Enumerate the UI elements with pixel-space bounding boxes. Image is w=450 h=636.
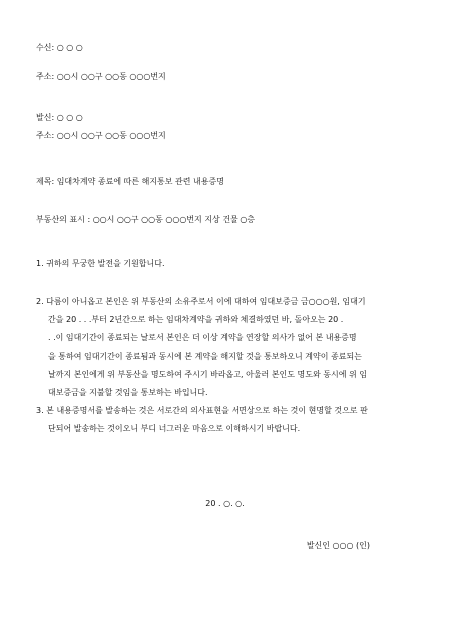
paragraph-2-line: 을 통하여 임대기간이 종료됨과 동시에 본 계약을 해지할 것을 통보하오니 계약이 종료되는 xyxy=(48,351,362,361)
paragraph-3-line: 단되어 발송하는 것이오니 부디 너그러운 마음으로 이해하시기 바랍니다. xyxy=(48,424,301,434)
subject-line: 제목: 임대차계약 종료에 따른 해지통보 관련 내용증명 xyxy=(36,177,224,186)
paragraph-2-line: 날까지 본인에게 위 부동산을 명도하여 주시기 바라옵고, 아울러 본인도 명도와 동시에 위 임 xyxy=(48,369,367,379)
sender-signature: 발신인 ○○○ (인) xyxy=(306,541,370,550)
paragraph-1: 1. 귀하의 무궁한 발전을 기원합니다. xyxy=(36,259,165,268)
paragraph-2-line: 2. 다름이 아니옵고 본인은 위 부동산의 소유주로서 이에 대하여 임대보증금 금○○○원, 임대기 xyxy=(36,297,366,306)
paragraph-2-line: . .이 임대기간이 종료되는 날로서 본인은 더 이상 계약을 연장할 의사가 없어 본 내용증명 xyxy=(48,333,357,343)
recipient-address: 주소: ○○시 ○○구 ○○동 ○○○번지 xyxy=(36,72,166,81)
recipient-name: 수신: ○ ○ ○ xyxy=(36,43,83,52)
paragraph-2 xyxy=(36,293,418,402)
paragraph-2-line: 간을 20 . . .부터 2년간으로 하는 임대차계약을 귀하와 체결하였던 바, 돌아오는 20 . xyxy=(48,315,344,325)
document-date: 20 . ○. ○. xyxy=(205,499,245,508)
paragraph-3 xyxy=(36,402,418,438)
sender-address: 주소: ○○시 ○○구 ○○동 ○○○번지 xyxy=(36,131,166,140)
paragraph-2-line: 대보증금을 지불할 것임을 통보하는 바입니다. xyxy=(48,388,208,398)
paragraph-3-line: 3. 본 내용증명서를 발송하는 것은 서로간의 의사표현을 서면상으로 하는 것이 현명할 것으로 판 xyxy=(36,406,368,415)
property-description: 부동산의 표시 : ○○시 ○○구 ○○동 ○○○번지 지상 건물 ○층 xyxy=(36,215,256,224)
sender-name: 발신: ○ ○ ○ xyxy=(36,113,83,122)
